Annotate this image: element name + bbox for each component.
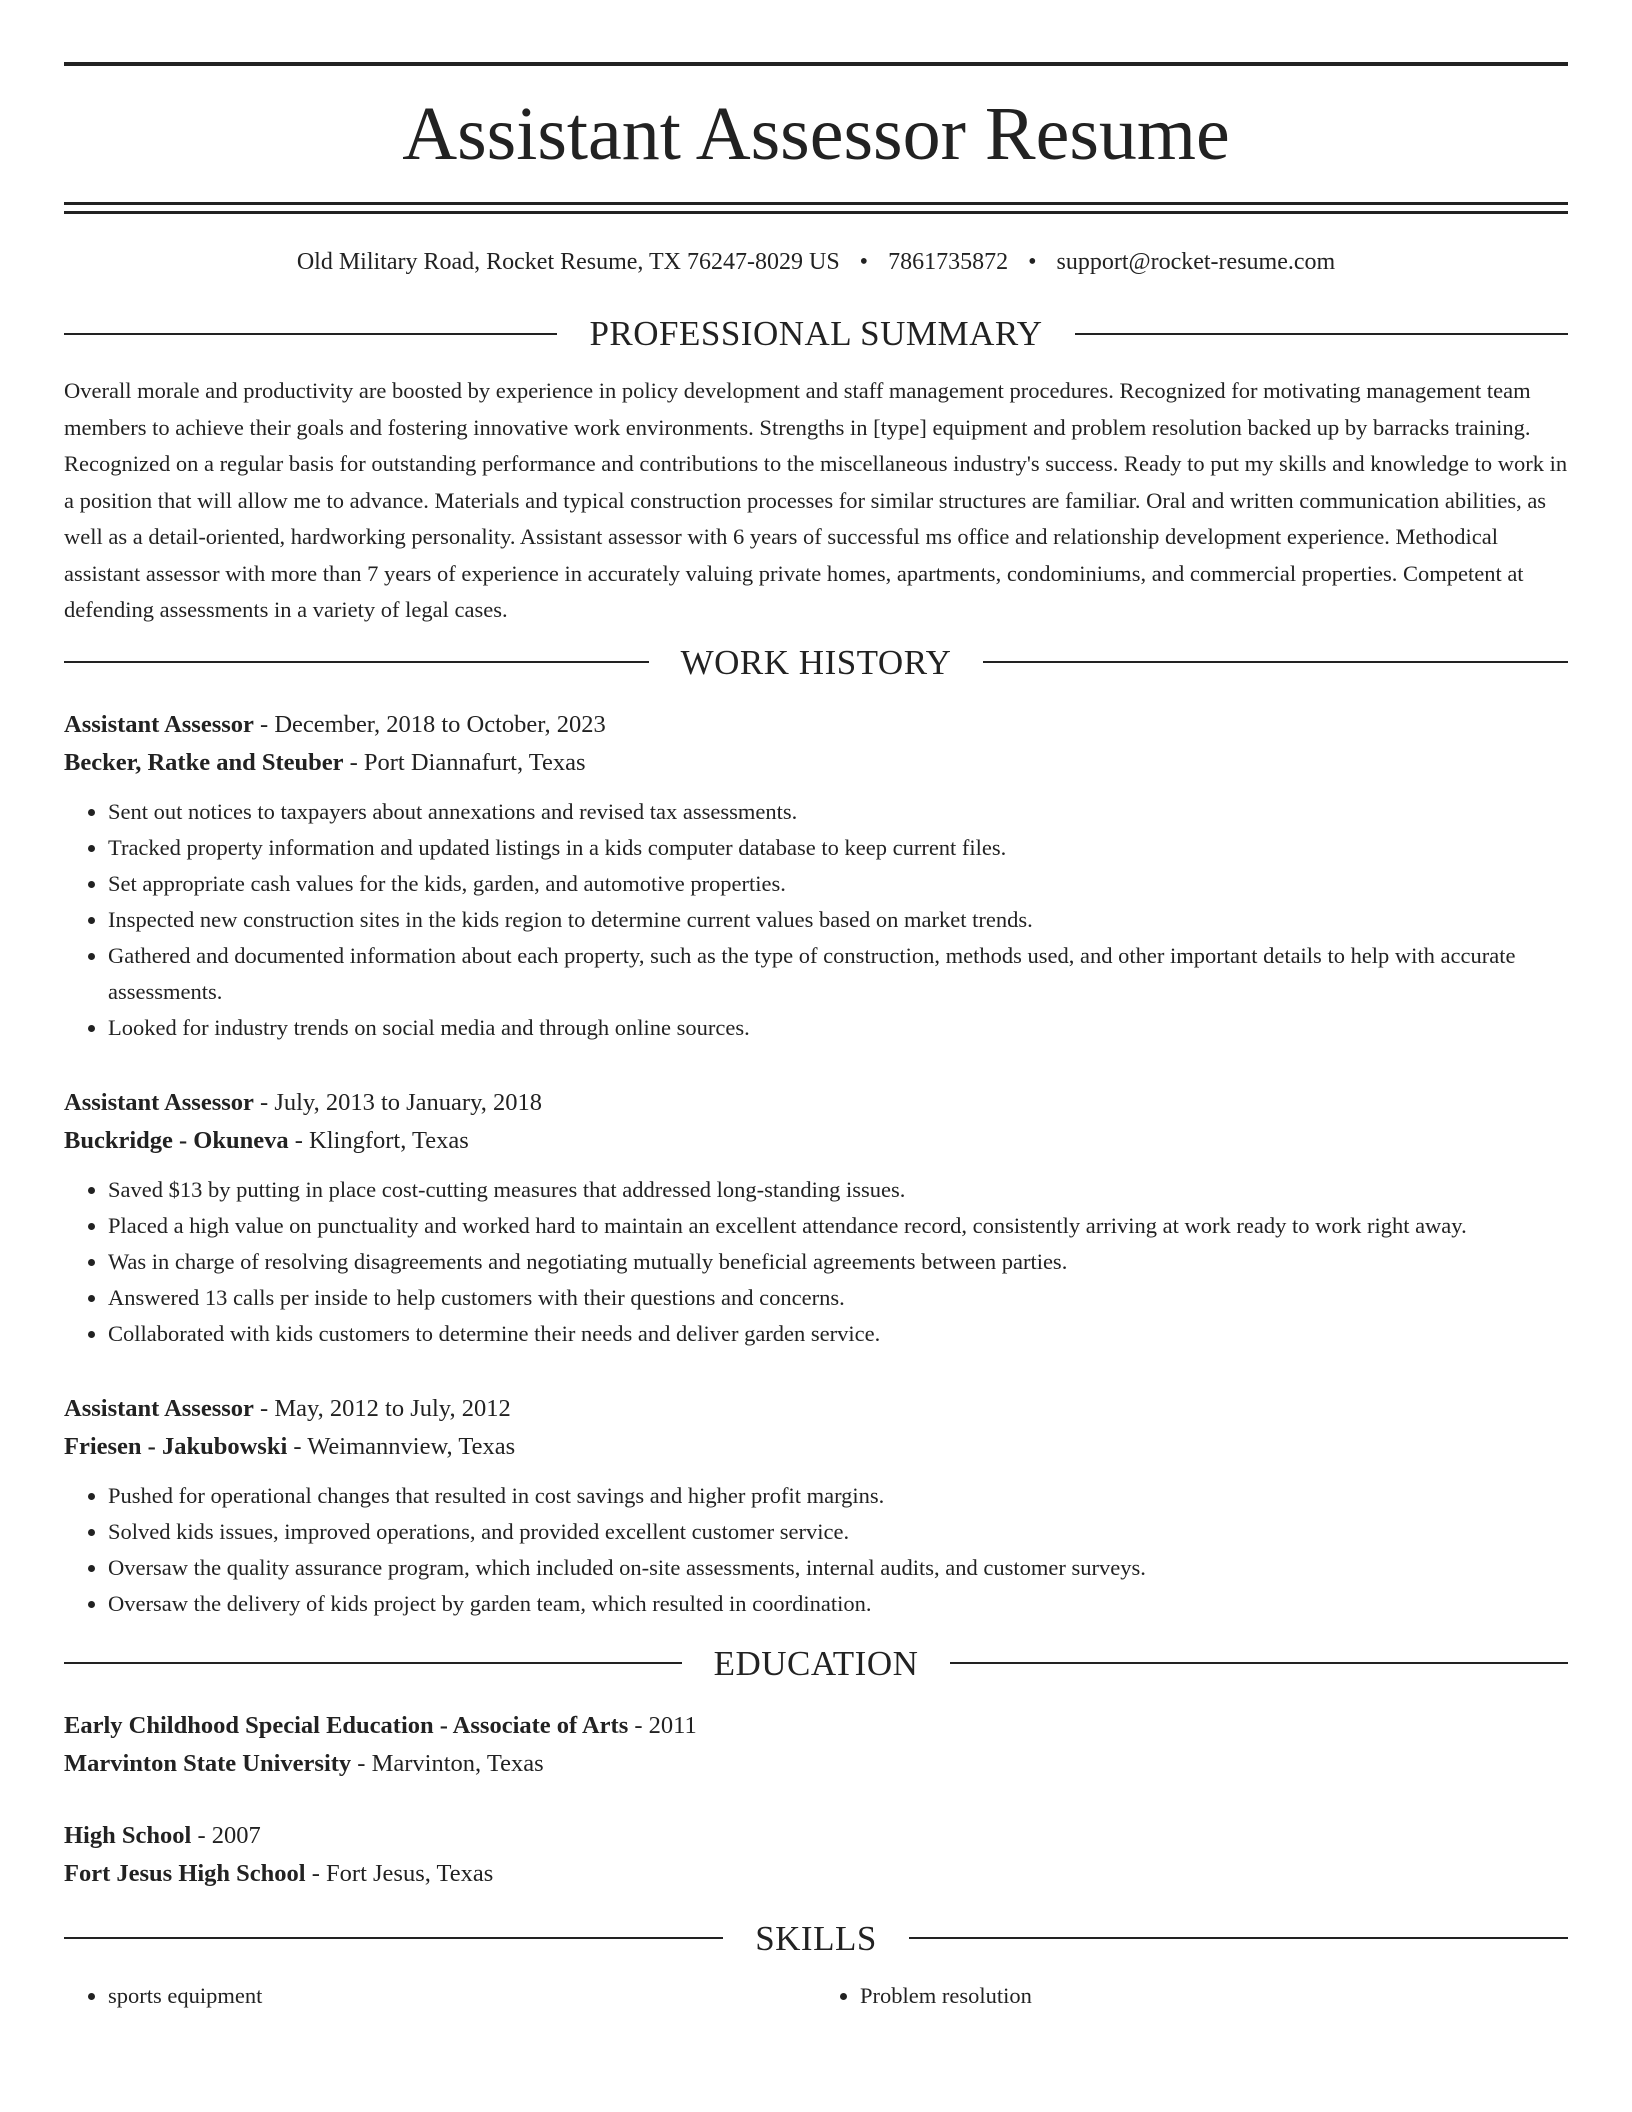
- education-year: - 2007: [191, 1821, 261, 1849]
- job-bullet: • Placed a high value on punctuality and worked hard to maintain an excellent attendance record, consistently arriving at work ready to work right away.: [108, 1208, 1568, 1244]
- section-divider: [64, 1662, 682, 1664]
- contact-separator: •: [859, 249, 869, 275]
- job-title-line: [64, 706, 1568, 744]
- job-bullet: • Oversaw the quality assurance program, which included on-site assessments, internal audits, and customer surveys.: [108, 1550, 1568, 1586]
- job-company: Buckridge - Okuneva: [64, 1126, 289, 1154]
- job-bullet: • Sent out notices to taxpayers about annexations and revised tax assessments.: [108, 794, 1568, 830]
- skills-section-header: [64, 1918, 1568, 1958]
- job-company: Becker, Ratke and Steuber: [64, 748, 344, 776]
- top-rule: [64, 62, 1568, 66]
- job-title: Assistant Assessor: [64, 710, 254, 738]
- job-bullet: • Was in charge of resolving disagreements and negotiating mutually beneficial agreements between parties.: [108, 1244, 1568, 1280]
- skills-grid: [64, 1978, 1568, 2014]
- job-bullet: • Collaborated with kids customers to determine their needs and deliver garden service.: [108, 1316, 1568, 1352]
- job-bullets: [64, 1172, 1568, 1352]
- skills-left-column: [64, 1978, 816, 2014]
- skill-item: • Problem resolution: [860, 1978, 1568, 2014]
- job-company-line: [64, 744, 1568, 782]
- job-title: Assistant Assessor: [64, 1088, 254, 1116]
- contact-line: [64, 250, 1568, 274]
- education-section-header: [64, 1643, 1568, 1683]
- education-location: - Marvinton, Texas: [351, 1749, 544, 1777]
- job-bullet: • Looked for industry trends on social media and through online sources.: [108, 1010, 1568, 1046]
- section-heading: EDUCATION: [713, 1643, 919, 1683]
- job-entry: [64, 1390, 1568, 1622]
- education-degree: High School: [64, 1821, 192, 1849]
- job-bullet: • Tracked property information and updated listings in a kids computer database to keep current files.: [108, 830, 1568, 866]
- section-heading: PROFESSIONAL SUMMARY: [589, 314, 1043, 353]
- page-title: Assistant Assessor Resume: [402, 92, 1230, 176]
- job-dates: - December, 2018 to October, 2023: [253, 710, 606, 738]
- contact-phone: 7861735872: [888, 249, 1009, 275]
- job-bullet: • Inspected new construction sites in the kids region to determine current values based on market trends.: [108, 902, 1568, 938]
- education-school: Marvinton State University: [64, 1749, 352, 1777]
- job-company: Friesen - Jakubowski: [64, 1432, 288, 1460]
- education-school: Fort Jesus High School: [64, 1859, 306, 1887]
- job-title-line: [64, 1084, 1568, 1122]
- job-bullet: • Saved $13 by putting in place cost-cutting measures that addressed long-standing issues.: [108, 1172, 1568, 1208]
- section-divider: [909, 1937, 1568, 1939]
- job-location: - Weimannview, Texas: [287, 1432, 516, 1460]
- job-location: - Port Diannafurt, Texas: [343, 748, 586, 776]
- contact-separator: •: [1028, 249, 1037, 275]
- work-section-header: [64, 642, 1568, 682]
- job-bullet: • Set appropriate cash values for the kids, garden, and automotive properties.: [108, 866, 1568, 902]
- education-school-line: [64, 1855, 1568, 1893]
- job-bullet: • Answered 13 calls per inside to help customers with their questions and concerns.: [108, 1280, 1568, 1316]
- education-location: - Fort Jesus, Texas: [305, 1859, 494, 1887]
- job-bullet: • Solved kids issues, improved operations, and provided excellent customer service.: [108, 1514, 1568, 1550]
- education-year: - 2011: [628, 1711, 697, 1739]
- job-title: Assistant Assessor: [64, 1394, 254, 1422]
- job-company-line: [64, 1122, 1568, 1160]
- education-school-line: [64, 1745, 1568, 1783]
- job-dates: - July, 2013 to January, 2018: [253, 1088, 542, 1116]
- job-list: [64, 706, 1568, 1622]
- job-company-line: [64, 1428, 1568, 1466]
- job-title-line: [64, 1390, 1568, 1428]
- section-divider: [64, 1937, 723, 1939]
- job-bullet: • Oversaw the delivery of kids project by garden team, which resulted in coordination.: [108, 1586, 1568, 1622]
- job-bullet: • Pushed for operational changes that resulted in cost savings and higher profit margins.: [108, 1478, 1568, 1514]
- section-heading: WORK HISTORY: [680, 642, 952, 682]
- skills-right-column: [816, 1978, 1568, 2014]
- summary-section-header: [64, 316, 1568, 351]
- section-divider: [983, 661, 1568, 663]
- job-bullets: [64, 1478, 1568, 1622]
- education-degree: Early Childhood Special Education - Associate of Arts: [64, 1711, 629, 1739]
- contact-address: Old Military Road, Rocket Resume, TX 76247-8029 US: [296, 249, 840, 275]
- section-divider: [1075, 333, 1568, 335]
- job-entry: [64, 1084, 1568, 1352]
- education-degree-line: [64, 1817, 1568, 1855]
- section-divider: [64, 333, 557, 335]
- contact-email: support@rocket-resume.com: [1056, 249, 1336, 275]
- section-divider: [950, 1662, 1568, 1664]
- title-double-rule: [64, 202, 1568, 214]
- skill-item: • sports equipment: [108, 1978, 816, 2014]
- job-bullet: • Gathered and documented information about each property, such as the type of construction, methods used, and other important details to help with accurate assessments.: [108, 938, 1568, 1010]
- job-bullets: [64, 794, 1568, 1046]
- job-dates: - May, 2012 to July, 2012: [253, 1394, 511, 1422]
- section-divider: [64, 661, 649, 663]
- education-entry: [64, 1707, 1568, 1783]
- job-entry: [64, 706, 1568, 1046]
- section-heading: SKILLS: [755, 1918, 877, 1958]
- job-location: - Klingfort, Texas: [288, 1126, 469, 1154]
- education-entry: [64, 1817, 1568, 1893]
- education-degree-line: [64, 1707, 1568, 1745]
- summary-text: Overall morale and productivity are boosted by experience in policy development and staff management procedures. Recognized for motivating management team members to achieve their goals and fostering innovative work environments. Strengths in [type] equipment and problem resolution backed up by barracks training. Recognized on a regular basis for outstanding performance and contributions to the miscellaneous industry's success. Ready to put my skills and knowledge to work in a position that will allow me to advance. Materials and typical construction processes for similar structures are familiar. Oral and written communication abilities, as well as a detail-oriented, hardworking personality. Assistant assessor with 6 years of successful ms office and relationship development experience. Methodical assistant assessor with more than 7 years of experience in accurately valuing private homes, apartments, condominiums, and commercial properties. Competent at defending assessments in a variety of legal cases.: [64, 378, 1568, 622]
